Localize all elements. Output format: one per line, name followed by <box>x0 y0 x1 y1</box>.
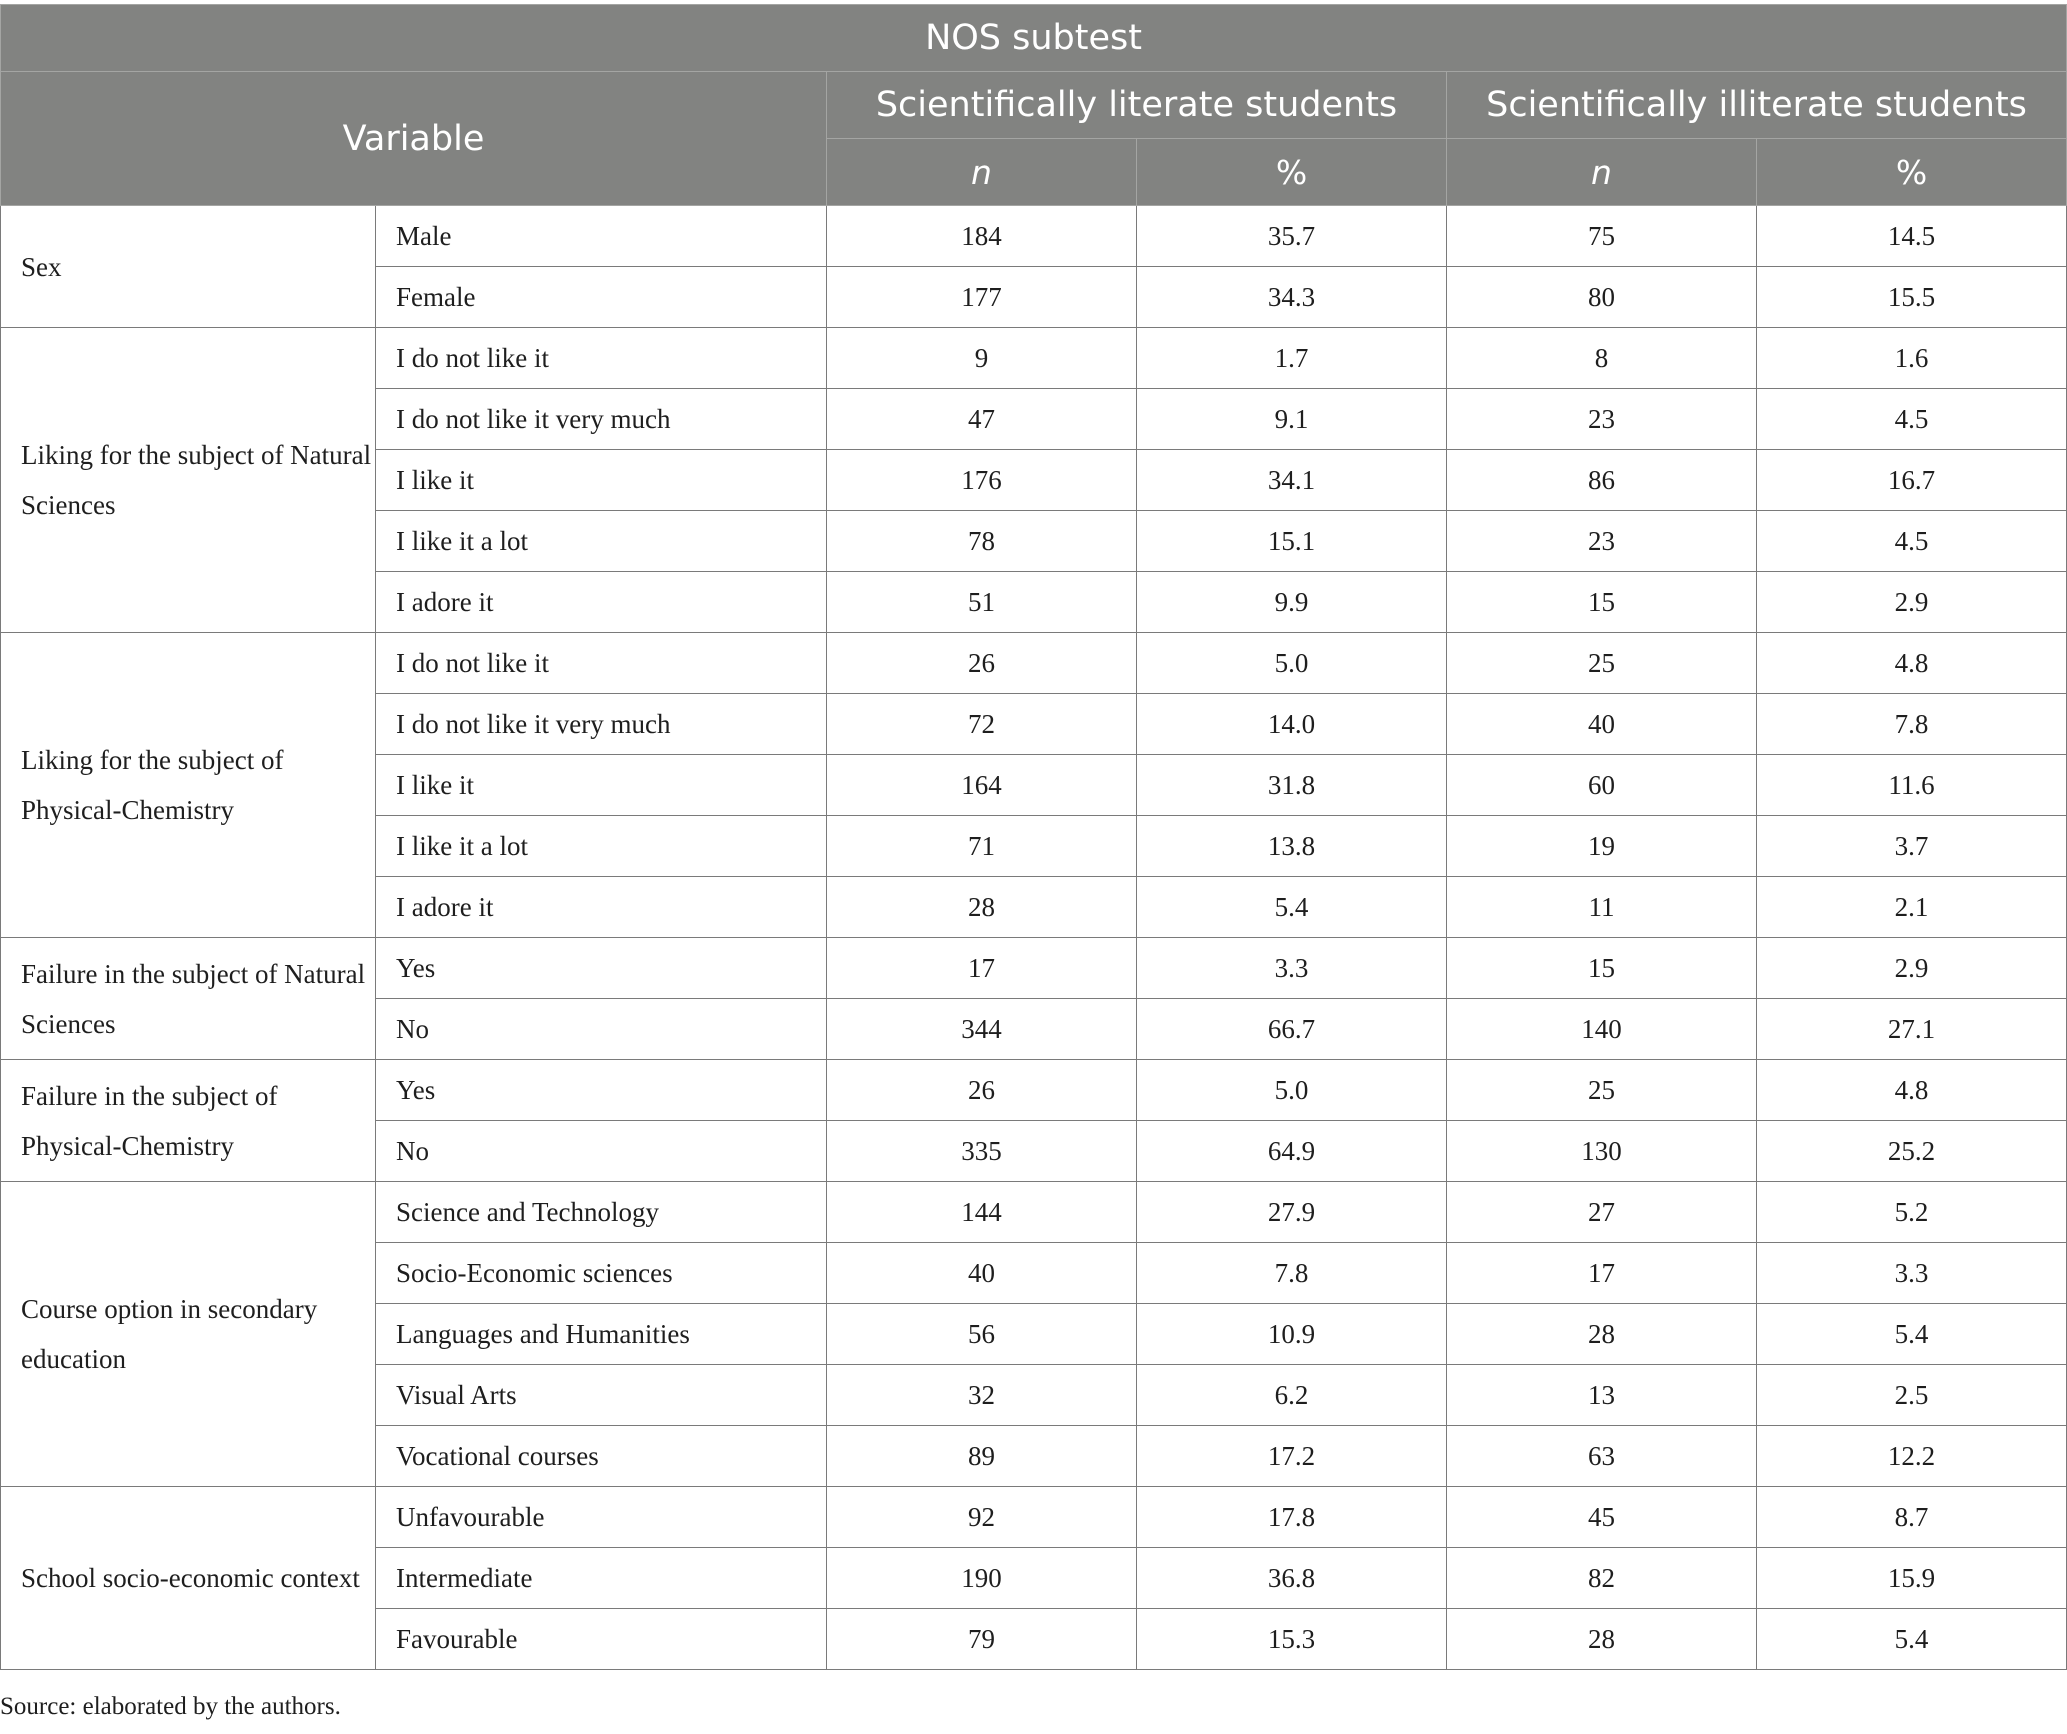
category-cell: Visual Arts <box>376 1365 827 1426</box>
illiterate-percent-cell: 3.3 <box>1757 1243 2067 1304</box>
literate-n-cell: 177 <box>827 267 1137 328</box>
table-row <box>1 938 2067 999</box>
variable-name-cell: Liking for the subject of Physical-Chemistry <box>1 633 376 938</box>
category-cell: I like it <box>376 450 827 511</box>
variable-name-cell: School socio-economic context <box>1 1487 376 1670</box>
literate-percent-cell: 10.9 <box>1137 1304 1447 1365</box>
illiterate-n-cell: 13 <box>1447 1365 1757 1426</box>
literate-n-cell: 92 <box>827 1487 1137 1548</box>
literate-percent-cell: 13.8 <box>1137 816 1447 877</box>
literate-percent-cell: 15.3 <box>1137 1609 1447 1670</box>
illiterate-percent-cell: 2.5 <box>1757 1365 2067 1426</box>
category-cell: Unfavourable <box>376 1487 827 1548</box>
illiterate-percent-cell: 7.8 <box>1757 694 2067 755</box>
variable-name-cell: Failure in the subject of Physical-Chemistry <box>1 1060 376 1182</box>
literate-n-cell: 144 <box>827 1182 1137 1243</box>
literate-n-cell: 335 <box>827 1121 1137 1182</box>
category-cell: No <box>376 1121 827 1182</box>
literate-percent-cell: 35.7 <box>1137 206 1447 267</box>
literate-n-cell: 71 <box>827 816 1137 877</box>
illiterate-percent-cell: 14.5 <box>1757 206 2067 267</box>
literate-n-cell: 26 <box>827 1060 1137 1121</box>
illiterate-n-cell: 63 <box>1447 1426 1757 1487</box>
table-title: NOS subtest <box>1 5 2067 72</box>
illiterate-percent-cell: 4.8 <box>1757 633 2067 694</box>
literate-percent-cell: 64.9 <box>1137 1121 1447 1182</box>
category-cell: I like it a lot <box>376 511 827 572</box>
illiterate-percent-cell: 3.7 <box>1757 816 2067 877</box>
category-cell: Yes <box>376 938 827 999</box>
illiterate-n-cell: 11 <box>1447 877 1757 938</box>
literate-n-cell: 164 <box>827 755 1137 816</box>
literate-percent-cell: 15.1 <box>1137 511 1447 572</box>
literate-percent-cell: 5.0 <box>1137 633 1447 694</box>
illiterate-percent-cell: 2.9 <box>1757 572 2067 633</box>
literate-percent-cell: 27.9 <box>1137 1182 1447 1243</box>
literate-percent-cell: 17.2 <box>1137 1426 1447 1487</box>
literate-percent-header: % <box>1137 139 1447 206</box>
table-header <box>1 5 2067 206</box>
literate-n-cell: 190 <box>827 1548 1137 1609</box>
category-cell: No <box>376 999 827 1060</box>
variable-name-cell: Sex <box>1 206 376 328</box>
illiterate-percent-cell: 2.9 <box>1757 938 2067 999</box>
illiterate-percent-cell: 2.1 <box>1757 877 2067 938</box>
illiterate-percent-cell: 5.4 <box>1757 1304 2067 1365</box>
literate-n-cell: 79 <box>827 1609 1137 1670</box>
literate-percent-cell: 9.9 <box>1137 572 1447 633</box>
literate-percent-cell: 34.1 <box>1137 450 1447 511</box>
category-cell: I do not like it very much <box>376 389 827 450</box>
table-row <box>1 206 2067 267</box>
category-cell: Languages and Humanities <box>376 1304 827 1365</box>
literate-percent-cell: 5.4 <box>1137 877 1447 938</box>
illiterate-n-cell: 27 <box>1447 1182 1757 1243</box>
illiterate-percent-cell: 8.7 <box>1757 1487 2067 1548</box>
illiterate-percent-cell: 5.4 <box>1757 1609 2067 1670</box>
literate-n-cell: 9 <box>827 328 1137 389</box>
literate-percent-cell: 66.7 <box>1137 999 1447 1060</box>
illiterate-percent-cell: 4.5 <box>1757 511 2067 572</box>
illiterate-percent-cell: 16.7 <box>1757 450 2067 511</box>
illiterate-n-cell: 23 <box>1447 511 1757 572</box>
illiterate-n-cell: 75 <box>1447 206 1757 267</box>
category-cell: Vocational courses <box>376 1426 827 1487</box>
literate-group-header: Scientifically literate students <box>827 72 1447 139</box>
literate-n-cell: 176 <box>827 450 1137 511</box>
illiterate-percent-cell: 27.1 <box>1757 999 2067 1060</box>
illiterate-percent-cell: 4.8 <box>1757 1060 2067 1121</box>
illiterate-n-cell: 28 <box>1447 1609 1757 1670</box>
illiterate-percent-cell: 25.2 <box>1757 1121 2067 1182</box>
literate-n-header: n <box>827 139 1137 206</box>
illiterate-n-cell: 23 <box>1447 389 1757 450</box>
illiterate-n-cell: 40 <box>1447 694 1757 755</box>
variable-name-cell: Liking for the subject of Natural Sciences <box>1 328 376 633</box>
literate-n-cell: 89 <box>827 1426 1137 1487</box>
literate-n-cell: 56 <box>827 1304 1137 1365</box>
illiterate-n-cell: 86 <box>1447 450 1757 511</box>
literate-percent-cell: 9.1 <box>1137 389 1447 450</box>
category-cell: I adore it <box>376 572 827 633</box>
illiterate-group-header: Scientifically illiterate students <box>1447 72 2067 139</box>
variable-name-cell: Failure in the subject of Natural Sciences <box>1 938 376 1060</box>
source-note: Source: elaborated by the authors. <box>0 1693 341 1720</box>
category-cell: I adore it <box>376 877 827 938</box>
literate-n-cell: 28 <box>827 877 1137 938</box>
category-cell: I like it a lot <box>376 816 827 877</box>
illiterate-percent-cell: 11.6 <box>1757 755 2067 816</box>
illiterate-n-cell: 28 <box>1447 1304 1757 1365</box>
nos-subtest-table <box>0 4 2067 1670</box>
literate-n-cell: 72 <box>827 694 1137 755</box>
illiterate-percent-cell: 12.2 <box>1757 1426 2067 1487</box>
literate-n-cell: 26 <box>827 633 1137 694</box>
category-cell: Favourable <box>376 1609 827 1670</box>
illiterate-n-header: n <box>1447 139 1757 206</box>
illiterate-n-cell: 15 <box>1447 938 1757 999</box>
table-row <box>1 1182 2067 1243</box>
variable-name-cell: Course option in secondary education <box>1 1182 376 1487</box>
table-row <box>1 633 2067 694</box>
category-cell: I do not like it very much <box>376 694 827 755</box>
literate-n-cell: 344 <box>827 999 1137 1060</box>
literate-percent-cell: 31.8 <box>1137 755 1447 816</box>
illiterate-n-cell: 17 <box>1447 1243 1757 1304</box>
literate-n-cell: 17 <box>827 938 1137 999</box>
illiterate-percent-cell: 15.5 <box>1757 267 2067 328</box>
illiterate-n-cell: 19 <box>1447 816 1757 877</box>
literate-n-cell: 40 <box>827 1243 1137 1304</box>
category-cell: Yes <box>376 1060 827 1121</box>
illiterate-percent-cell: 5.2 <box>1757 1182 2067 1243</box>
illiterate-n-cell: 60 <box>1447 755 1757 816</box>
literate-percent-cell: 36.8 <box>1137 1548 1447 1609</box>
table-row <box>1 1060 2067 1121</box>
literate-percent-cell: 1.7 <box>1137 328 1447 389</box>
illiterate-percent-cell: 4.5 <box>1757 389 2067 450</box>
category-cell: I like it <box>376 755 827 816</box>
table-row <box>1 1487 2067 1548</box>
literate-percent-cell: 7.8 <box>1137 1243 1447 1304</box>
literate-percent-cell: 14.0 <box>1137 694 1447 755</box>
illiterate-percent-cell: 1.6 <box>1757 328 2067 389</box>
literate-percent-cell: 6.2 <box>1137 1365 1447 1426</box>
category-cell: Socio-Economic sciences <box>376 1243 827 1304</box>
literate-percent-cell: 3.3 <box>1137 938 1447 999</box>
table-row <box>1 328 2067 389</box>
literate-percent-cell: 5.0 <box>1137 1060 1447 1121</box>
illiterate-n-cell: 25 <box>1447 1060 1757 1121</box>
illiterate-n-cell: 45 <box>1447 1487 1757 1548</box>
illiterate-n-cell: 8 <box>1447 328 1757 389</box>
literate-n-cell: 51 <box>827 572 1137 633</box>
literate-n-cell: 47 <box>827 389 1137 450</box>
literate-percent-cell: 34.3 <box>1137 267 1447 328</box>
illiterate-percent-header: % <box>1757 139 2067 206</box>
illiterate-n-cell: 130 <box>1447 1121 1757 1182</box>
category-cell: Female <box>376 267 827 328</box>
literate-percent-cell: 17.8 <box>1137 1487 1447 1548</box>
illiterate-n-cell: 15 <box>1447 572 1757 633</box>
variable-header: Variable <box>1 72 827 206</box>
table-body <box>1 206 2067 1670</box>
illiterate-n-cell: 25 <box>1447 633 1757 694</box>
illiterate-n-cell: 80 <box>1447 267 1757 328</box>
literate-n-cell: 184 <box>827 206 1137 267</box>
category-cell: Science and Technology <box>376 1182 827 1243</box>
literate-n-cell: 32 <box>827 1365 1137 1426</box>
category-cell: I do not like it <box>376 633 827 694</box>
illiterate-percent-cell: 15.9 <box>1757 1548 2067 1609</box>
literate-n-cell: 78 <box>827 511 1137 572</box>
category-cell: I do not like it <box>376 328 827 389</box>
category-cell: Intermediate <box>376 1548 827 1609</box>
category-cell: Male <box>376 206 827 267</box>
illiterate-n-cell: 82 <box>1447 1548 1757 1609</box>
illiterate-n-cell: 140 <box>1447 999 1757 1060</box>
